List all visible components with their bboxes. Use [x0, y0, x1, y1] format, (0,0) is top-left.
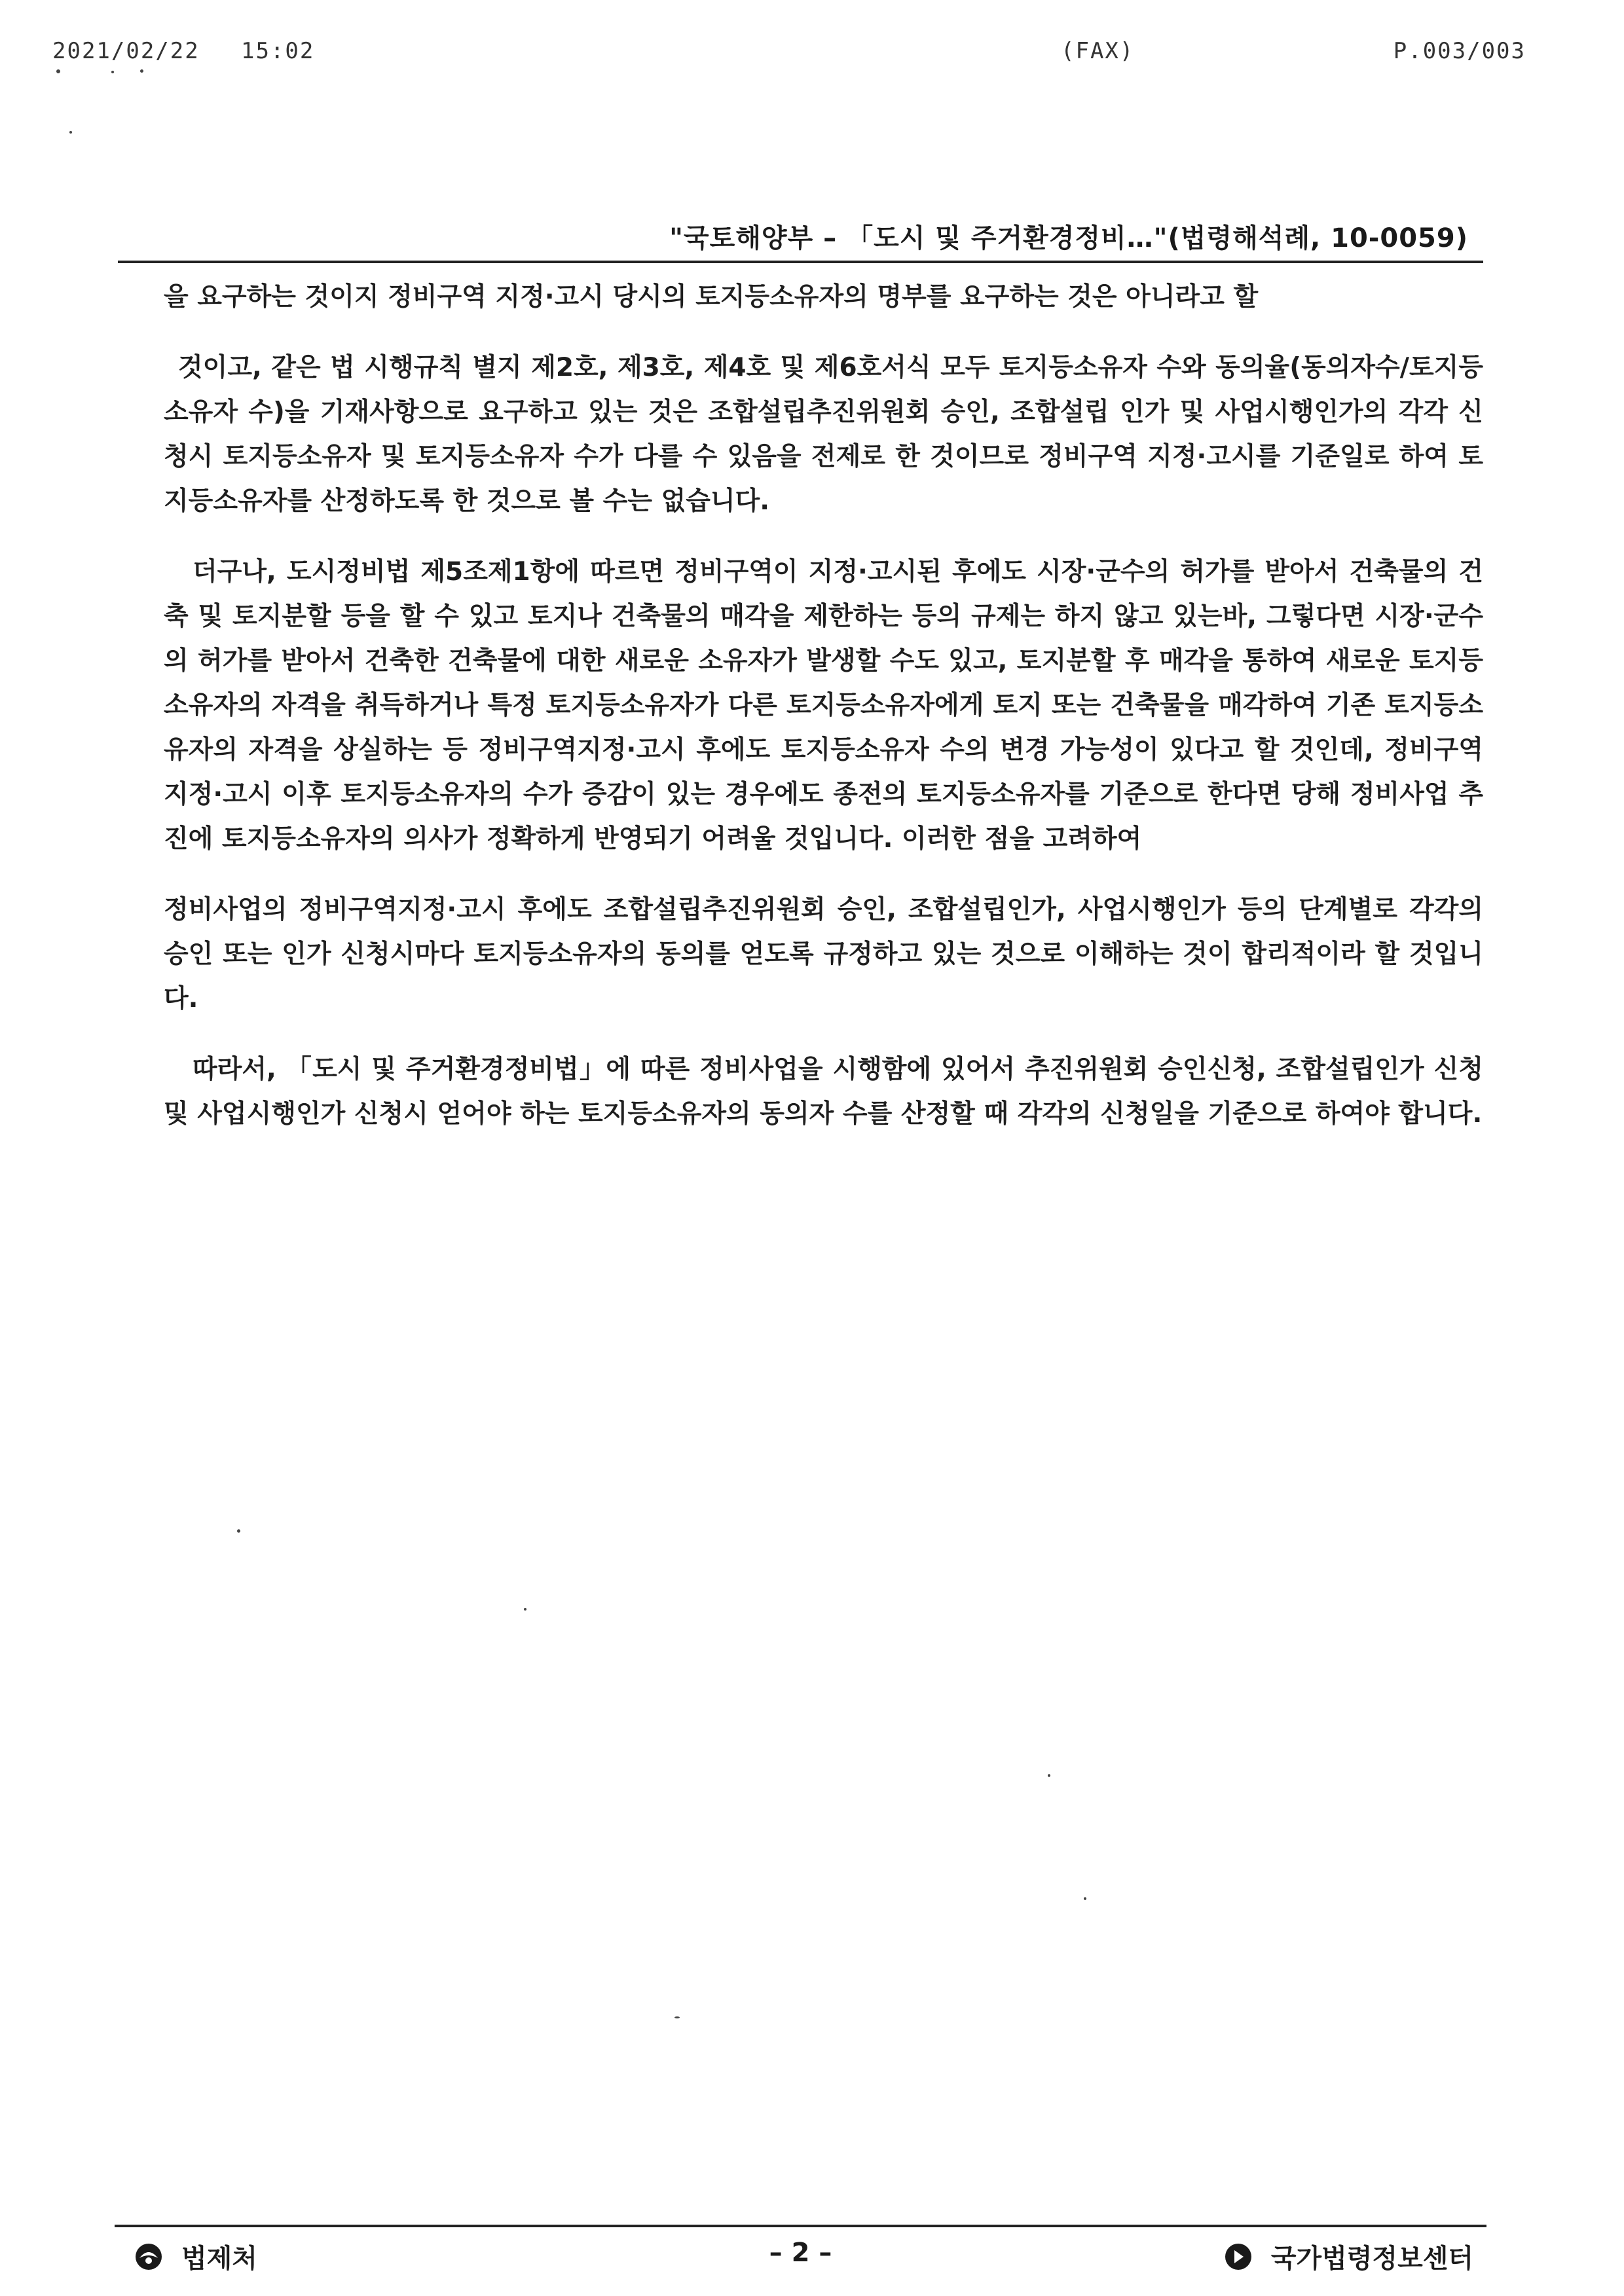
page-footer [115, 2238, 1486, 2277]
info-center-emblem-icon [1224, 2242, 1253, 2271]
paragraph: 것이고, 같은 법 시행규칙 별지 제2호, 제3호, 제4호 및 제6호서식 모두 토지등소유자 수와 동의율(동의자수/토지등소유자 수)을 기재사항으로 요구하고 있는 것은 조합설립추진위원회 승인, 조합설립 인가 및 사업시행인가의 각각 신청시 토지등소유자 및 토지등소유자 수가 다를 수 있음을 전제로 한 것이므로 정비구역 지정·고시를 기준일로 하여 토지등소유자를 산정하도록 한 것으로 볼 수는 없습니다. [164, 353, 1483, 516]
scan-speck [524, 1608, 526, 1611]
fax-page-number: P.003/003 [1393, 38, 1526, 64]
scan-speck [111, 71, 114, 73]
footer-ministry-label: 법제처 [181, 2244, 257, 2274]
scan-speck [674, 2016, 680, 2018]
scan-speck [237, 1529, 240, 1533]
fax-time: 15:02 [241, 38, 315, 64]
fax-date: 2021/02/22 [52, 38, 200, 64]
document-title: "국토해양부 – 「도시 및 주거환경정비…"(법령해석례, 10-0059) [669, 223, 1468, 253]
page-number: – 2 – [769, 2238, 832, 2268]
paragraph: 따라서, 「도시 및 주거환경정비법」에 따른 정비사업을 시행함에 있어서 추진위원회 승인신청, 조합설립인가 신청 및 사업시행인가 신청시 얻어야 하는 토지등소유자의 동의자 수를 산정할 때 각각의 신청일을 기준으로 하여야 합니다. [164, 1055, 1483, 1129]
scan-speck [1084, 1897, 1086, 1900]
footer-right [1224, 2238, 1473, 2275]
paragraph: 정비사업의 정비구역지정·고시 후에도 조합설립추진위원회 승인, 조합설립인가, 사업시행인가 등의 단계별로 각각의 승인 또는 인가 신청시마다 토지등소유자의 동의를 얻도록 규정하고 있는 것으로 이해하는 것이 합리적이라 할 것입니다. [164, 895, 1483, 1013]
document-body [164, 275, 1483, 1163]
scan-speck [1048, 1774, 1050, 1777]
scan-speck [69, 131, 72, 134]
scan-speck [56, 69, 60, 73]
fax-label: (FAX) [1061, 38, 1135, 64]
paragraph: 더구나, 도시정비법 제5조제1항에 따르면 정비구역이 지정·고시된 후에도 시장·군수의 허가를 받아서 건축물의 건축 및 토지분할 등을 할 수 있고 토지나 건축물의 매각을 제한하는 등의 규제는 하지 않고 있는바, 그렇다면 시장·군수의 허가를 받아서 건축한 건축물에 대한 새로운 소유자가 발생할 수도 있고, 토지분할 후 매각을 통하여 새로운 토지등소유자의 자격을 취득하거나 특정 토지등소유자가 다른 토지등소유자에게 토지 또는 건축물을 매각하여 기존 토지등소유자의 자격을 상실하는 등 정비구역지정·고시 후에도 토지등소유자 수의 변경 가능성이 있다고 할 것인데, 정비구역 지정·고시 이후 토지등소유자의 수가 증감이 있는 경우에도 종전의 토지등소유자를 기준으로 한다면 당해 정비사업 추진에 토지등소유자의 의사가 정확하게 반영되기 어려울 것입니다. 이러한 점을 고려하여 [164, 557, 1483, 854]
header-divider [118, 261, 1483, 263]
paragraph: 을 요구하는 것이지 정비구역 지정·고시 당시의 토지등소유자의 명부를 요구하는 것은 아니라고 할 [164, 282, 1259, 312]
scan-speck [140, 69, 143, 73]
footer-divider [115, 2225, 1486, 2227]
footer-center-label: 국가법령정보센터 [1270, 2244, 1473, 2274]
fax-header [52, 38, 1526, 71]
